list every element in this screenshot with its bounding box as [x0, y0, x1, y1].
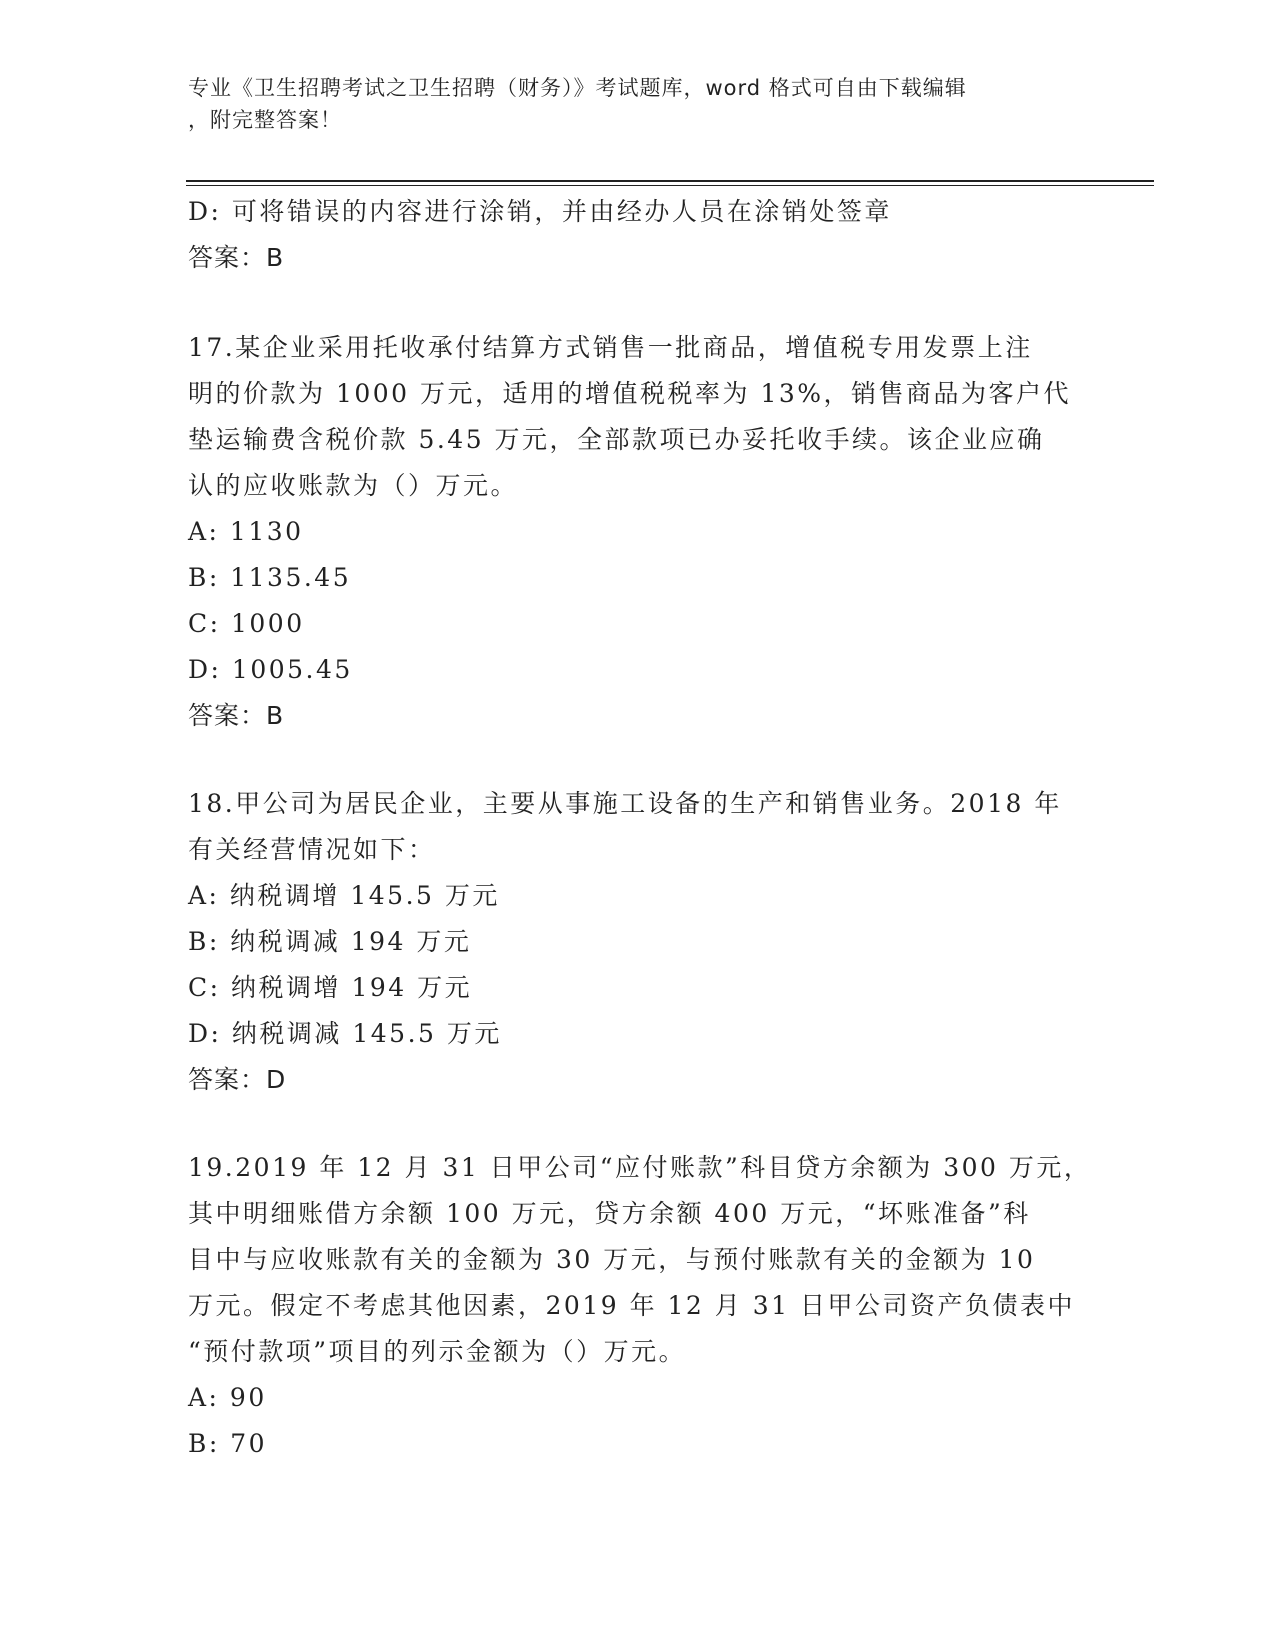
stem-line: 有关经营情况如下：: [188, 835, 436, 864]
question-18: [188, 781, 1088, 1103]
document-header: [188, 72, 1078, 136]
question-19: [188, 1145, 1092, 1467]
question-stem: [188, 325, 1088, 509]
spacer: [188, 281, 1088, 325]
option-b: B: 纳税调减 194 万元: [188, 927, 472, 956]
stem-line: 认的应收账款为（）万元。: [188, 471, 519, 500]
stem-line: 目中与应收账款有关的金额为 30 万元，与预付账款有关的金额为 10: [188, 1245, 1036, 1274]
spacer: [188, 1103, 1088, 1145]
header-line-1: 专业《卫生招聘考试之卫生招聘（财务）》考试题库，word 格式可自由下载编辑: [188, 76, 967, 100]
header-divider-thick: [186, 180, 1154, 182]
option-a: A: 1130: [188, 517, 304, 546]
question-stem: [188, 1145, 1092, 1375]
stem-line: 其中明细账借方余额 100 万元，贷方余额 400 万元，“坏账准备”科: [188, 1199, 1031, 1228]
question-stem: [188, 781, 1088, 873]
option-d: D: 纳税调减 145.5 万元: [188, 1019, 502, 1048]
answer: 答案：D: [188, 1065, 287, 1094]
option-a: A: 纳税调增 145.5 万元: [188, 881, 500, 910]
stem-line: 18.甲公司为居民企业，主要从事施工设备的生产和销售业务。2018 年: [188, 789, 1062, 818]
answer: 答案：B: [188, 701, 285, 730]
stem-line: “预付款项”项目的列示金额为（）万元。: [188, 1337, 687, 1366]
option-b: B: 70: [188, 1429, 268, 1458]
stem-line: 万元。假定不考虑其他因素，2019 年 12 月 31 日甲公司资产负债表中: [188, 1291, 1075, 1320]
option-d: D: 可将错误的内容进行涂销，并由经办人员在涂销处签章: [188, 197, 892, 226]
option-d: D: 1005.45: [188, 655, 353, 684]
header-divider-thin: [186, 185, 1154, 186]
spacer: [188, 739, 1088, 781]
option-c: C: 纳税调增 194 万元: [188, 973, 473, 1002]
answer: 答案：B: [188, 243, 285, 272]
stem-line: 明的价款为 1000 万元，适用的增值税税率为 13%，销售商品为客户代: [188, 379, 1072, 408]
header-line-2: ，附完整答案！: [188, 108, 342, 132]
prev-question: [188, 189, 1088, 281]
stem-line: 垫运输费含税价款 5.45 万元，全部款项已办妥托收手续。该企业应确: [188, 425, 1045, 454]
document-body: [188, 189, 1092, 1467]
question-17: [188, 325, 1088, 739]
option-a: A: 90: [188, 1383, 267, 1412]
option-b: B: 1135.45: [188, 563, 352, 592]
stem-line: 17.某企业采用托收承付结算方式销售一批商品，增值税专用发票上注: [188, 333, 1033, 362]
option-c: C: 1000: [188, 609, 305, 638]
stem-line: 19.2019 年 12 月 31 日甲公司“应付账款”科目贷方余额为 300 万元，: [188, 1153, 1092, 1182]
